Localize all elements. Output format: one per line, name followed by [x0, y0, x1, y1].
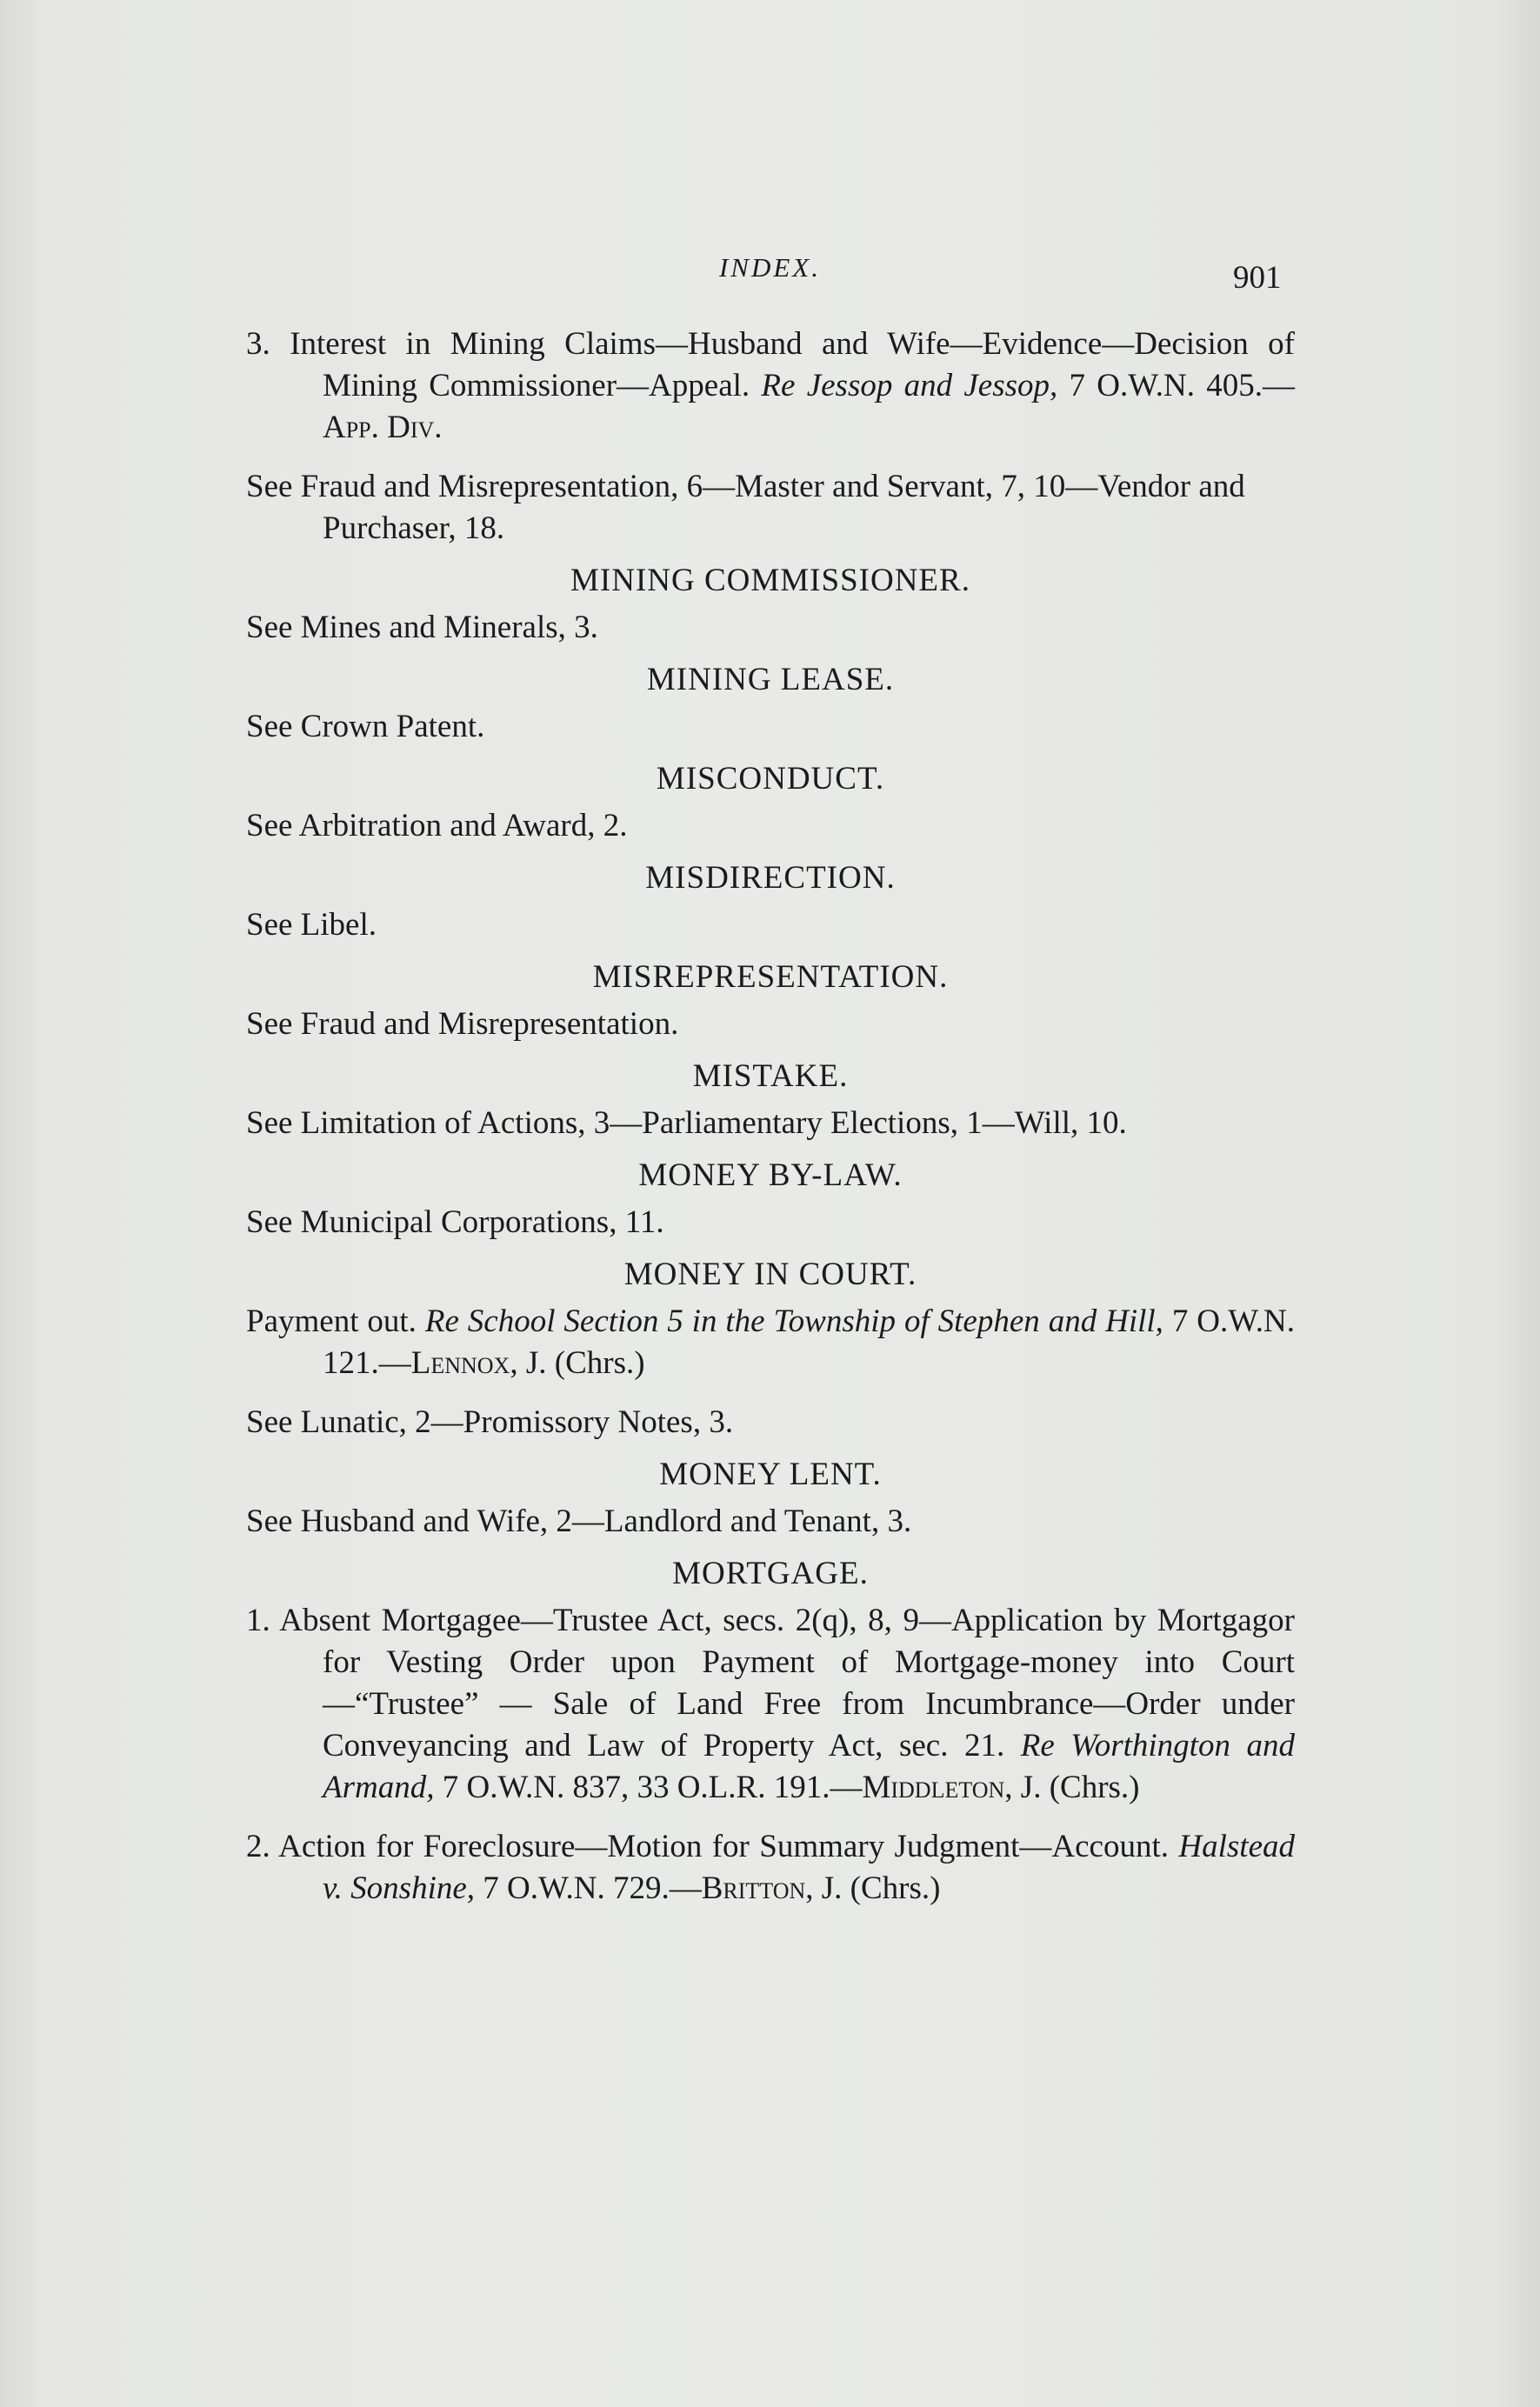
citation: 7 O.W.N. 837, 33 O.L.R. 191.— — [442, 1770, 863, 1805]
entry-lead: Payment out. — [246, 1304, 417, 1339]
heading-money-lent: MONEY LENT. — [659, 1457, 882, 1492]
see-money-by-law: See Municipal Corporations, 11. — [246, 1204, 664, 1240]
see-misrepresentation: See Fraud and Misrepresentation. — [246, 1006, 679, 1042]
court: App. Div. — [323, 410, 443, 445]
entry-text: Absent Mortgagee—Trustee Act, secs. 2(q), 8, 9—Application by Mortgagor for Vesting Order upon Payment of Mortgage-money into Court—“Trustee” — Sale of Land Free from Incumbrance—Order under Conveyancing and Law of Property Act, sec. 21. — [279, 1603, 1295, 1764]
heading-mining-lease: MINING LEASE. — [646, 662, 895, 697]
heading-money-in-court: MONEY IN COURT. — [623, 1257, 917, 1292]
see-money-lent: See Husband and Wife, 2—Landlord and Tenant, 3. — [246, 1504, 912, 1539]
page-number: 901 — [1233, 260, 1282, 296]
index-entry-mortgage-1 — [246, 1600, 1295, 1809]
judge-tail: , J. (Chrs.) — [1004, 1770, 1140, 1805]
index-content — [246, 323, 1295, 1910]
judge: Lennox — [410, 1345, 510, 1381]
case-name: Re Jessop and Jessop, — [761, 368, 1058, 403]
index-entry-money-in-court — [246, 1301, 1295, 1384]
entry-text: Action for Foreclosure—Motion for Summary Judgment—Account. — [278, 1829, 1170, 1864]
heading-misconduct: MISCONDUCT. — [656, 761, 885, 797]
see-misconduct: See Arbitration and Award, 2. — [246, 808, 628, 843]
heading-misrepresentation: MISREPRESENTATION. — [592, 959, 949, 995]
entry-number: 3. — [246, 326, 270, 362]
see-also-mining: See Fraud and Misrepresentation, 6—Master and Servant, 7, 10—Vendor and Purchaser, 18. — [246, 469, 1245, 546]
judge: Middleton — [862, 1770, 1005, 1805]
index-entry-mining-3 — [246, 323, 1295, 449]
entry-number: 1. — [246, 1603, 270, 1638]
case-name: Re Worthington and Armand, — [323, 1728, 1295, 1805]
judge: Britton — [701, 1870, 806, 1906]
see-mistake: See Limitation of Actions, 3—Parliamentary Elections, 1—Will, 10. — [246, 1105, 1127, 1141]
heading-mining-commissioner: MINING COMMISSIONER. — [570, 563, 970, 598]
entry-number: 2. — [246, 1829, 270, 1864]
see-misdirection: See Libel. — [246, 907, 377, 943]
citation: 7 O.W.N. 729.— — [483, 1870, 702, 1906]
entry-text: Interest in Mining Claims—Husband and Wife—Evidence—Decision of Mining Commissioner—Appeal. — [290, 326, 1296, 403]
see-money-in-court: See Lunatic, 2—Promissory Notes, 3. — [246, 1404, 734, 1440]
heading-mortgage: MORTGAGE. — [672, 1556, 869, 1591]
citation: 7 O.W.N. 405.— — [1069, 368, 1296, 403]
case-name: Halstead v. Sonshine, — [323, 1829, 1296, 1906]
index-entry-mortgage-2 — [246, 1826, 1295, 1910]
judge-tail: , J. (Chrs.) — [510, 1345, 645, 1381]
heading-mistake: MISTAKE. — [692, 1058, 849, 1094]
citation: 7 O.W.N. 121.— — [323, 1304, 1295, 1381]
see-mining-commissioner: See Mines and Minerals, 3. — [246, 610, 598, 645]
see-mining-lease: See Crown Patent. — [246, 709, 485, 744]
heading-misdirection: MISDIRECTION. — [645, 860, 896, 896]
running-head: INDEX. — [718, 252, 821, 283]
judge-tail: , J. (Chrs.) — [805, 1870, 941, 1906]
case-name: Re School Section 5 in the Township of Stephen and Hill, — [424, 1304, 1163, 1339]
heading-money-by-law: MONEY BY-LAW. — [638, 1157, 903, 1193]
